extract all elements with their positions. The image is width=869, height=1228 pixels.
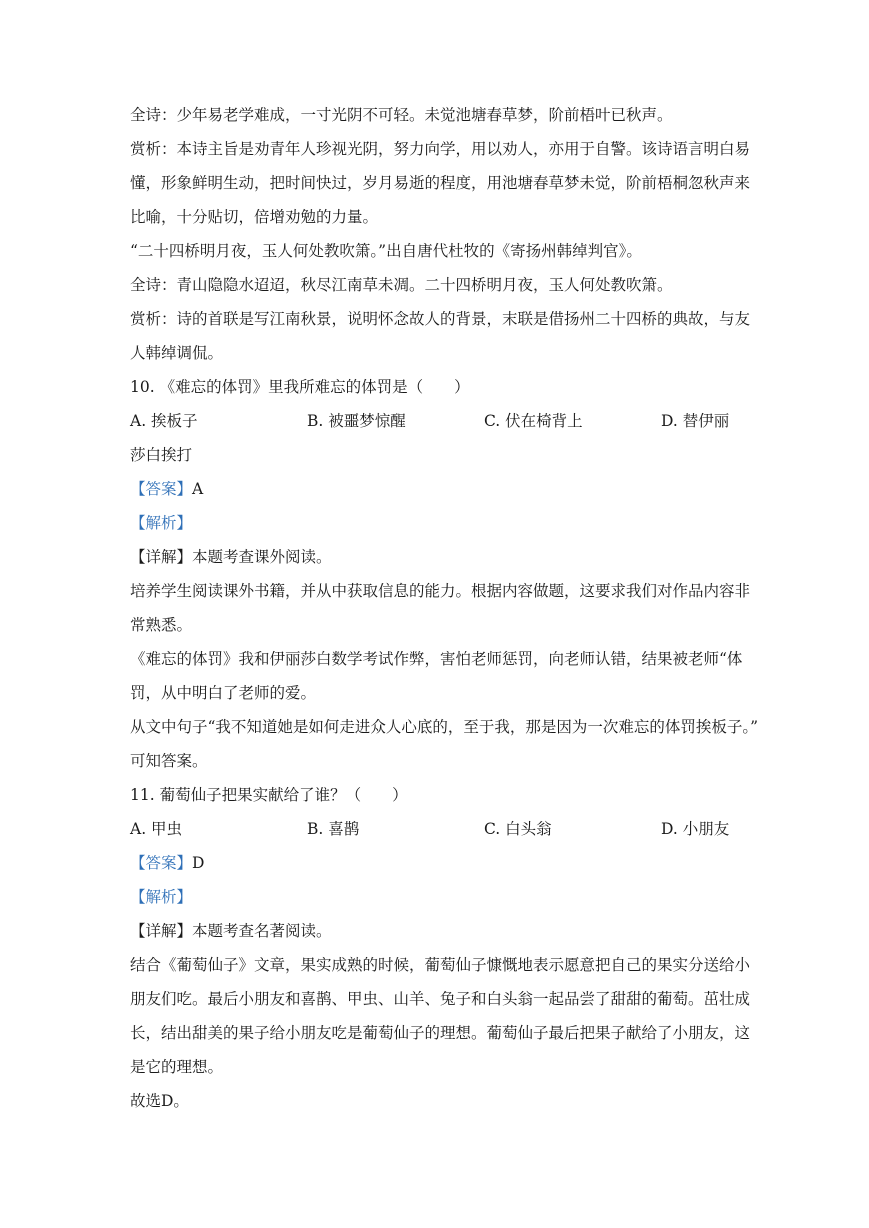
document-page bbox=[130, 98, 759, 1118]
answer-tag: 【答案】 bbox=[130, 480, 193, 498]
poem-appreciation-2: 赏析：诗的首联是写江南秋景，说明怀念故人的背景，末联是借扬州二十四桥的典故，与友 bbox=[130, 310, 751, 328]
q11-paragraph: 结合《葡萄仙子》文章，果实成熟的时候，葡萄仙子慷慨地表示愿意把自己的果实分送给小 bbox=[130, 956, 751, 974]
question-11: 11. 葡萄仙子把果实献给了谁？（ ） bbox=[130, 786, 408, 804]
q10-option-c: C. 伏在椅背上 bbox=[484, 412, 583, 430]
poem-appreciation-2-end: 人韩绰调侃。 bbox=[130, 344, 224, 362]
q11-option-c: C. 白头翁 bbox=[484, 820, 552, 838]
q10-answer bbox=[130, 472, 750, 506]
q11-conclusion: 故选D。 bbox=[130, 1092, 189, 1110]
q10-option-a: A. 挨板子 bbox=[130, 412, 198, 430]
q11-option-b: B. 喜鹊 bbox=[307, 820, 360, 838]
q10-paragraph: 可知答案。 bbox=[130, 752, 208, 770]
question-11-options bbox=[130, 812, 750, 846]
q11-detail-text: 本题考查名著阅读。 bbox=[192, 922, 332, 940]
q11-paragraph: 长，结出甜美的果子给小朋友吃是葡萄仙子的理想。葡萄仙子最后把果子献给了小朋友，这 bbox=[130, 1024, 751, 1042]
q11-answer-value: D bbox=[192, 854, 205, 872]
answer-tag: 【答案】 bbox=[130, 854, 193, 872]
q11-answer bbox=[130, 846, 750, 880]
detail-tag: 【详解】 bbox=[130, 922, 193, 940]
detail-tag: 【详解】 bbox=[130, 548, 193, 566]
poem-appreciation-1-end: 比喻，十分贴切，倍增劝勉的力量。 bbox=[130, 208, 379, 226]
q11-paragraph: 是它的理想。 bbox=[130, 1058, 224, 1076]
analysis-tag: 【解析】 bbox=[130, 514, 193, 532]
q10-paragraph: 常熟悉。 bbox=[130, 616, 193, 634]
q10-detail-text: 本题考查课外阅读。 bbox=[192, 548, 332, 566]
q10-analysis bbox=[130, 506, 750, 540]
q11-option-d: D. 小朋友 bbox=[661, 820, 730, 838]
poem-appreciation-1-cont: 懂，形象鲜明生动，把时间快过，岁月易逝的程度，用池塘春草梦未觉，阶前梧桐忽秋声来 bbox=[130, 174, 751, 192]
q11-analysis bbox=[130, 880, 750, 914]
q10-paragraph: 培养学生阅读课外书籍，并从中获取信息的能力。根据内容做题，这要求我们对作品内容非 bbox=[130, 582, 751, 600]
poem-full-text-2: 全诗：青山隐隐水迢迢，秋尽江南草未凋。二十四桥明月夜，玉人何处教吹箫。 bbox=[130, 276, 673, 294]
question-10-options bbox=[130, 404, 750, 438]
q11-option-a: A. 甲虫 bbox=[130, 820, 183, 838]
q10-detail bbox=[130, 540, 750, 574]
analysis-tag: 【解析】 bbox=[130, 888, 193, 906]
poem-appreciation-1: 赏析：本诗主旨是劝青年人珍视光阴，努力向学，用以劝人，亦用于自警。该诗语言明白易 bbox=[130, 140, 751, 158]
question-10: 10. 《难忘的体罚》里我所难忘的体罚是（ ） bbox=[130, 378, 470, 396]
q10-answer-value: A bbox=[192, 480, 204, 498]
q10-paragraph: 《难忘的体罚》我和伊丽莎白数学考试作弊，害怕老师惩罚，向老师认错，结果被老师“体 bbox=[130, 650, 743, 668]
q10-paragraph: 罚，从中明白了老师的爱。 bbox=[130, 684, 317, 702]
q10-option-b: B. 被噩梦惊醒 bbox=[307, 412, 406, 430]
q10-option-d-wrap: 莎白挨打 bbox=[130, 446, 193, 464]
q11-paragraph: 朋友们吃。最后小朋友和喜鹊、甲虫、山羊、兔子和白头翁一起品尝了甜甜的葡萄。茁壮成 bbox=[130, 990, 751, 1008]
poem-source-2: “二十四桥明月夜，玉人何处教吹箫。”出自唐代杜牧的《寄扬州韩绰判官》。 bbox=[130, 242, 642, 260]
q10-option-d: D. 替伊丽 bbox=[661, 412, 730, 430]
q10-paragraph: 从文中句子“我不知道她是如何走进众人心底的，至于我，那是因为一次难忘的体罚挨板子。” bbox=[130, 718, 759, 736]
poem-full-text-1: 全诗：少年易老学难成，一寸光阴不可轻。未觉池塘春草梦，阶前梧叶已秋声。 bbox=[130, 106, 673, 124]
q11-detail bbox=[130, 914, 750, 948]
